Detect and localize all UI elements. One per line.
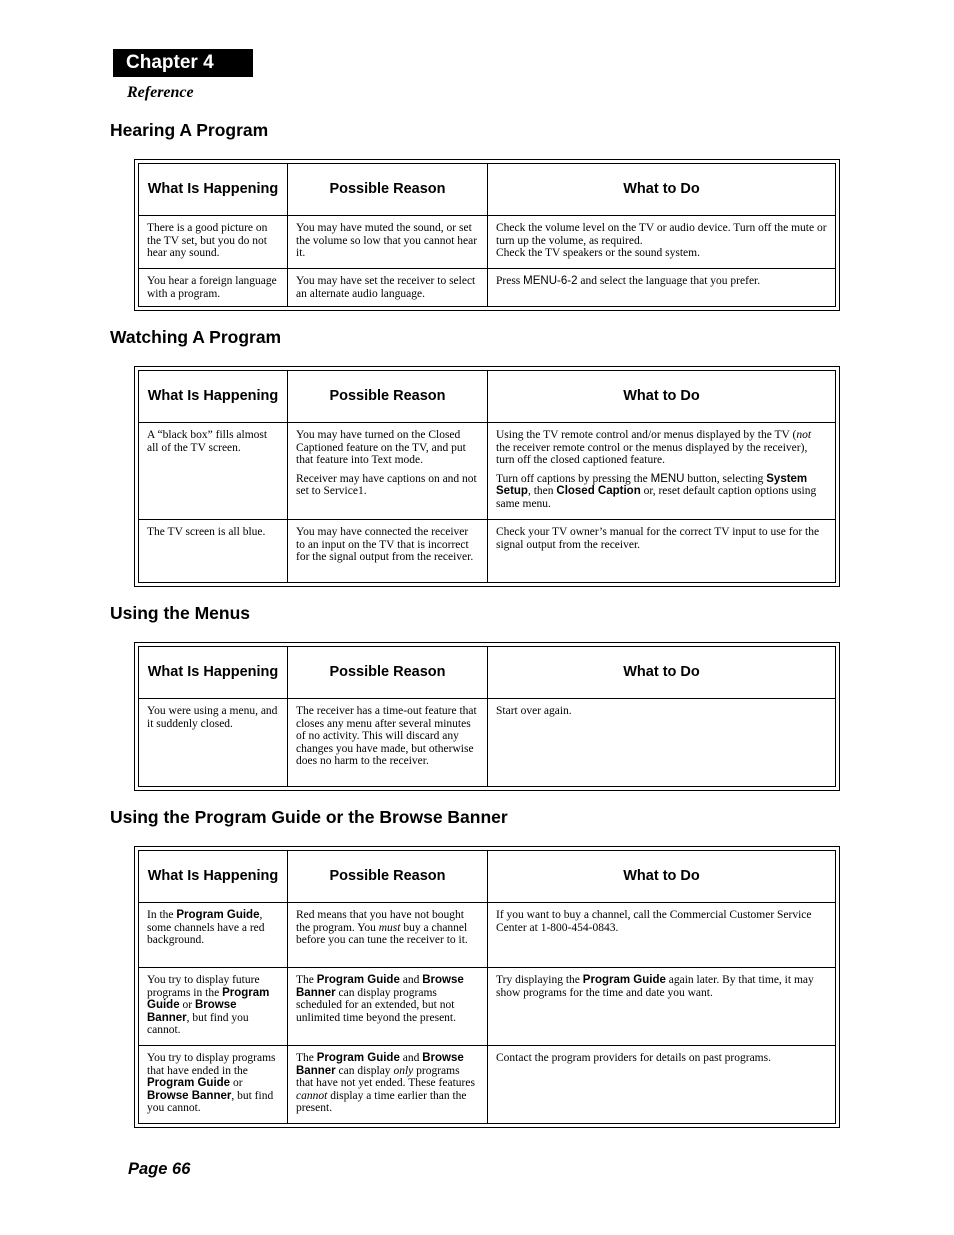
table-header-row [139, 851, 836, 903]
col-reason-header: Possible Reason [288, 647, 488, 699]
col-todo-header: What to Do [488, 164, 836, 216]
reason-cell: Red means that you have not bought the program. You must buy a channel before you can tune the receiver to it. [288, 903, 488, 968]
what-cell: The TV screen is all blue. [139, 520, 288, 583]
menus-heading: Using the Menus [110, 603, 251, 623]
menu-key-text: MENU-6-2 [523, 275, 578, 287]
what-cell: You try to display programs that have ended in the Program Guide or Browse Banner, but find you cannot. [139, 1046, 288, 1124]
reason-paragraph: You may have turned on the Closed Captioned feature on the TV, and put that feature into Text mode. [296, 429, 466, 467]
todo-cell [488, 269, 836, 307]
table-header-row [139, 371, 836, 423]
table-row [139, 903, 836, 968]
table-row [139, 699, 836, 787]
todo-line: Check the TV speakers or the sound system. [496, 247, 700, 260]
reason-cell: You may have set the receiver to select an alternate audio language. [288, 269, 488, 307]
what-cell: There is a good picture on the TV set, but you do not hear any sound. [139, 216, 288, 269]
todo-paragraph: Turn off captions by pressing the MENU button, selecting System Setup, then Closed Caption or, reset default caption options using same menu. [496, 472, 817, 510]
table-header-row [139, 164, 836, 216]
col-reason-header: Possible Reason [288, 164, 488, 216]
table-row [139, 423, 836, 520]
reason-cell: You may have connected the receiver to an input on the TV that is incorrect for the signal output from the receiver. [288, 520, 488, 583]
col-what-header: What Is Happening [139, 371, 288, 423]
todo-cell: Check your TV owner’s manual for the correct TV input to use for the signal output from the receiver. [488, 520, 836, 583]
col-todo-header: What to Do [488, 371, 836, 423]
hearing-heading: Hearing A Program [110, 120, 269, 140]
chapter-label: Chapter 4 [113, 49, 253, 77]
col-reason-header: Possible Reason [288, 371, 488, 423]
reason-cell: The receiver has a time-out feature that closes any menu after several minutes of no activity. This will discard any changes you have made, but otherwise does no harm to the receiver. [288, 699, 488, 787]
col-reason-header: Possible Reason [288, 851, 488, 903]
reason-paragraph: Receiver may have captions on and not set to Service1. [296, 472, 477, 498]
reason-cell: The Program Guide and Browse Banner can display only programs that have not yet ended. These features cannot display a time earlier than the present. [288, 1046, 488, 1124]
guide-heading: Using the Program Guide or the Browse Banner [110, 807, 508, 827]
table-header-row [139, 647, 836, 699]
col-todo-header: What to Do [488, 851, 836, 903]
table-row [139, 216, 836, 269]
what-cell: You try to display future programs in the Program Guide or Browse Banner, but find you cannot. [139, 968, 288, 1046]
todo-line: Check the volume level on the TV or audio device. Turn off the mute or turn up the volume, as required. [496, 222, 827, 247]
todo-cell: If you want to buy a channel, call the Commercial Customer Service Center at 1-800-454-0843. [488, 903, 836, 968]
guide-table [134, 846, 840, 1128]
todo-cell [488, 216, 836, 269]
reason-cell: The Program Guide and Browse Banner can display programs scheduled for an extended, but not unlimited time beyond the present. [288, 968, 488, 1046]
section-label: Reference [127, 84, 194, 101]
table-row [139, 520, 836, 583]
menus-table [134, 642, 840, 791]
watching-heading: Watching A Program [110, 327, 282, 347]
todo-paragraph: Using the TV remote control and/or menus displayed by the TV (not the receiver remote control or the menus displayed by the receiver), turn off the closed captioned feature. [496, 429, 812, 467]
watching-table [134, 366, 840, 587]
table-row [139, 269, 836, 307]
hearing-table [134, 159, 840, 311]
what-cell: A “black box” fills almost all of the TV screen. [139, 423, 288, 520]
col-todo-header: What to Do [488, 647, 836, 699]
todo-cell [488, 423, 836, 520]
table-row [139, 968, 836, 1046]
col-what-header: What Is Happening [139, 851, 288, 903]
col-what-header: What Is Happening [139, 647, 288, 699]
todo-cell: Try displaying the Program Guide again later. By that time, it may show programs for the time and date you want. [488, 968, 836, 1046]
todo-text: Press [496, 275, 524, 287]
todo-cell: Contact the program providers for details on past programs. [488, 1046, 836, 1124]
page-number: Page 66 [128, 1160, 191, 1178]
reason-cell [288, 423, 488, 520]
table-row [139, 1046, 836, 1124]
reason-cell: You may have muted the sound, or set the volume so low that you cannot hear it. [288, 216, 488, 269]
what-cell: In the Program Guide, some channels have a red background. [139, 903, 288, 968]
what-cell: You were using a menu, and it suddenly closed. [139, 699, 288, 787]
todo-text: and select the language that you prefer. [577, 275, 761, 287]
col-what-header: What Is Happening [139, 164, 288, 216]
what-cell: You hear a foreign language with a program. [139, 269, 288, 307]
todo-cell: Start over again. [488, 699, 836, 787]
